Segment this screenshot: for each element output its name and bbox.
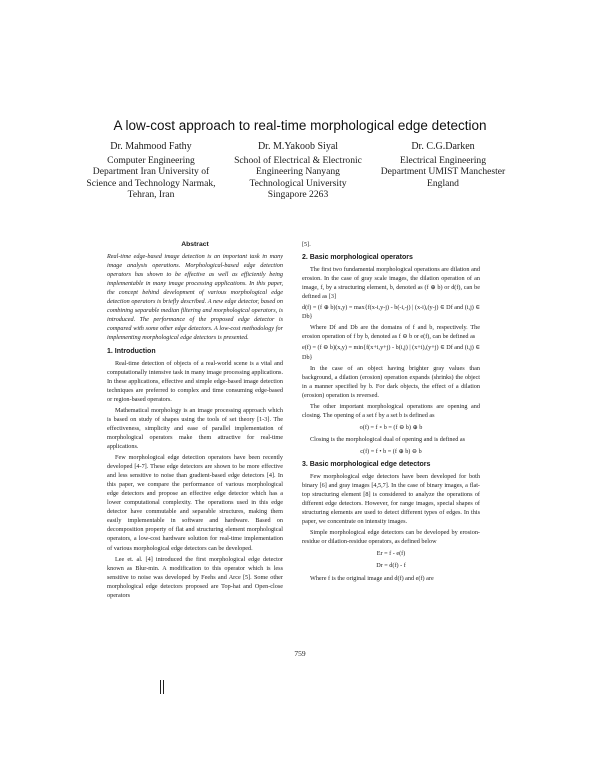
abstract-heading: Abstract — [181, 241, 209, 248]
opening-equation: o(f) = f ∘ b = (f ⊖ b) ⊕ b — [359, 423, 423, 431]
edge-paragraph-2: Simple morphological edge detectors can be developed by erosion-residue or dilation-residue operators, as defined below — [302, 529, 480, 546]
section-heading-introduction: 1. Introduction — [107, 347, 156, 355]
abstract-text: Real-time edge-based image detection is an important task in many image analysis operations. Morphological-based edge detection operators has shown to be effective as well as efficiently being implementable in many image processing applications. In this paper, the concept behind development of various morphological edge detection operators is briefly described. A new edge detector, based on combining separable median filtering and morphological operators, is introduced. The performance of the proposed edge detector is compared with some other edge detectors. A low-cost methodology for implementing morphological edge detectors is presented. — [107, 253, 283, 342]
intro-paragraph-1: Real-time detection of objects of a real-world scene is a vital and computationally intensive task in many image processing applications. In these applications, effective and simple edge-based image detection techniques are preferred to complex and time consuming edge-based or region-based operators. — [107, 359, 283, 403]
intro-paragraph-3: Few morphological edge detection operators have been recently developed [4-7]. These edge detectors are shown to be more effective and less sensitive to noise than gradient-based edge detectors [4]. In this paper, we compare the performance of various morphological edge detectors and propose an effective edge detector which has a lower computational complexity. The operations used in this edge detector have commutable and separable structures, making them easily implementable in software and hardware. Based on decomposition property of flat and structuring element morphological operators, a low-cost hardware solution for real-time implementation of various morphological edge detectors can be developed. — [107, 454, 283, 552]
edge-paragraph-1: Few morphological edge detectors have been developed for both binary [6] and gray images [4,5,7]. In the case of binary images, a flat-top structuring element [8] is considered to analyze the operations of different edge detectors. However, for range images, special shapes of structuring elements are used to detect different types of edges. In this paper, we concentrate on intensity images. — [302, 473, 480, 526]
author-name: Dr. M.Yakoob Siyal — [257, 141, 339, 152]
author-block-1 — [86, 141, 216, 201]
page-number: 759 — [294, 649, 306, 658]
paper-title: A low-cost approach to real-time morphological edge detection — [113, 118, 487, 133]
section-heading-basic-operators: 2. Basic morphological operators — [302, 254, 413, 262]
erosion-residue-equation: Er = f - e(f) — [376, 550, 406, 558]
right-column — [302, 240, 480, 585]
basic-paragraph-4: The other important morphological operations are opening and closing. The opening of a set f by a set b is defined as — [302, 402, 480, 419]
continued-reference: [5]. — [302, 241, 311, 248]
closing-equation: c(f) = f • b = (f ⊕ b) ⊖ b — [360, 447, 422, 455]
basic-paragraph-3: In the case of an object having brighter gray values than background, a dilation (erosion) operation expands (shrinks) the object in a manner specified by b. For dark objects, the effect of a dilation (erosion) operation is reversed. — [302, 364, 480, 399]
erosion-equation: e(f) = (f ⊖ b)(x,y) = min{f(x+i,y+j) - b(i,j) | (x+i),(y+j) ∈ Df and (i,j) ∈ Db} — [302, 344, 480, 361]
dilation-residue-equation: Dr = d(f) - f — [376, 562, 406, 570]
author-name: Dr. Mahmood Fathy — [110, 141, 192, 152]
author-block-3 — [378, 141, 508, 189]
author-block-2 — [233, 141, 363, 201]
edge-paragraph-3: Where f is the original image and d(f) and e(f) are — [310, 574, 434, 582]
basic-paragraph-1: The first two fundamental morphological operations are dilation and erosion. In the case of gray scale images, the dilation operation of an image, f, by a structuring element, b, denoted as (f ⊕ b) or d(f), can be defined as [3] — [302, 266, 480, 301]
intro-paragraph-2: Mathematical morphology is an image processing approach which is based on study of shapes using the tools of set theory [1-3]. The effectiveness, simplicity and ease of parallel implementation of morphological operators make them attractive for real-time applications. — [107, 406, 283, 450]
scan-margin-mark — [160, 680, 164, 694]
intro-paragraph-4: Lee et. al. [4] introduced the first morphological edge detector known as Blur-min. A modification to this operator which is less sensitive to noise was developed by Feehs and Arce [5]. Some other morphological edge detectors proposed are Top-hat and Open-close operators — [107, 555, 283, 599]
basic-paragraph-2: Where Df and Db are the domains of f and b, respectively. The erosion operation of f by b, denoted as f ⊖ b or e(f), can be defined as — [302, 324, 480, 341]
section-heading-edge-detectors: 3. Basic morphological edge detectors — [302, 460, 431, 468]
author-affiliation: Electrical Engineering Department UMIST Manchester England — [380, 154, 506, 189]
basic-paragraph-5: Closing is the morphological dual of opening and is defined as — [310, 435, 466, 443]
author-name: Dr. C.G.Darken — [411, 141, 475, 152]
left-column — [107, 240, 283, 602]
author-affiliation: Computer Engineering Department Iran University of Science and Technology Narmak, Tehran, Iran — [86, 154, 216, 200]
author-affiliation: School of Electrical & Electronic Engineering Nanyang Technological University Singapore 2263 — [234, 154, 362, 200]
dilation-equation: d(f) = (f ⊕ b)(x,y) = max{f(x-i,y-j) - b(-i,-j) | (x-i),(y-j) ∈ Df and (i,j) ∈ Db} — [302, 304, 480, 321]
